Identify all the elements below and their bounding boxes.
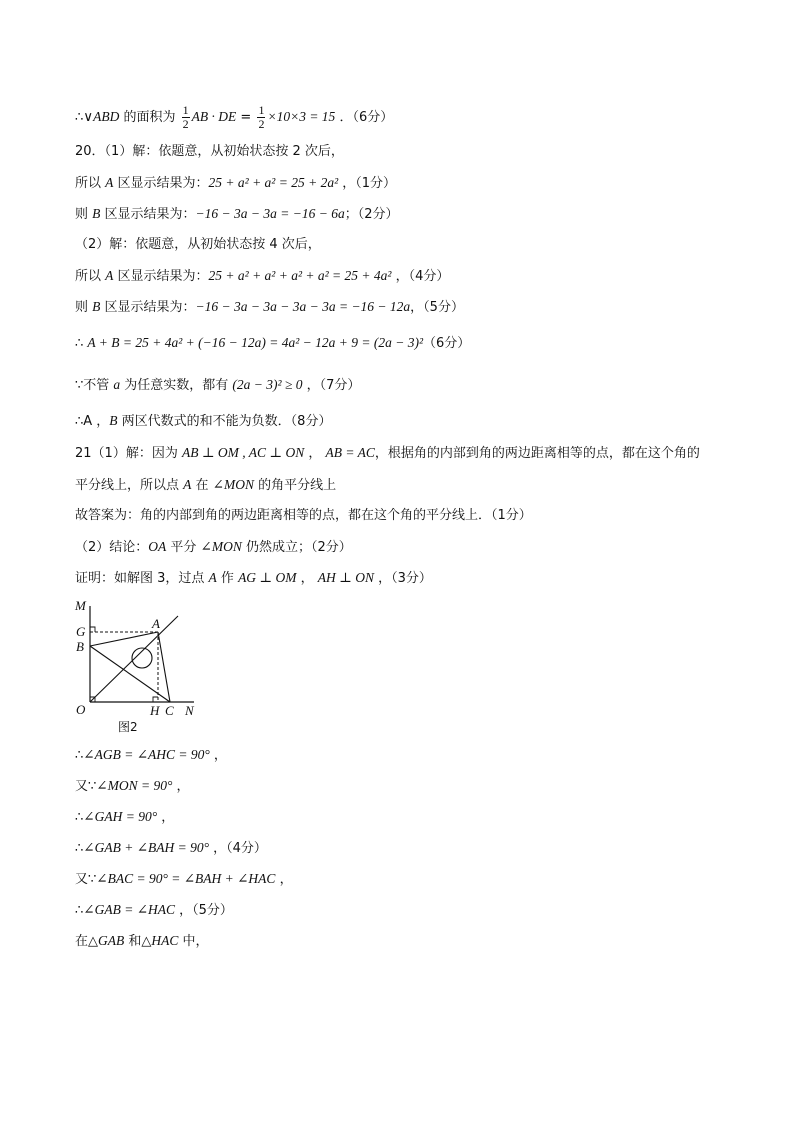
math-expression: B	[92, 299, 101, 314]
label-o: O	[76, 702, 86, 717]
text-run: ，（5分）	[175, 903, 233, 918]
math-expression: B	[92, 206, 101, 221]
text-run: 证明：如解图 3，过点	[75, 571, 209, 586]
text-line-l14	[75, 538, 352, 557]
text-line-l18	[75, 808, 174, 827]
math-expression: ∠MON = 90°	[96, 778, 173, 793]
text-run: ，（5分）	[410, 300, 464, 315]
text-line-l3	[75, 174, 396, 193]
text-run: ，	[296, 571, 318, 586]
fraction	[257, 104, 265, 131]
segment-ac	[158, 632, 170, 702]
fraction-numerator: 1	[258, 103, 265, 117]
text-run: =	[236, 110, 256, 125]
text-run: ，（4分）	[391, 269, 450, 284]
text-line-l17	[75, 777, 190, 796]
math-expression: ∠GAB = ∠HAC	[83, 902, 176, 917]
text-run: 的面积为	[119, 110, 180, 125]
text-run: ∴	[75, 841, 84, 856]
math-expression: ∠MON	[212, 477, 254, 492]
text-run: ∴	[75, 810, 84, 825]
math-expression: (2a − 3)² ≥ 0	[232, 377, 303, 392]
text-run: ，（4分）	[209, 841, 267, 856]
math-expression: 25 + a² + a² = 25 + 2a²	[208, 175, 339, 190]
math-expression: ∠GAB + ∠BAH = 90°	[83, 840, 210, 855]
text-run: ，	[172, 779, 190, 794]
math-expression: ∠MON	[200, 539, 242, 554]
text-run: 区显示结果为：	[100, 300, 196, 315]
text-line-l7	[75, 298, 464, 317]
ray-oa	[90, 616, 178, 702]
label-h: H	[150, 703, 160, 718]
text-run: 为任意实数，都有	[120, 378, 233, 393]
text-run: 20．（1）解：依题意，从初始状态按 2 次后，	[75, 144, 344, 159]
text-run: 则	[75, 207, 93, 222]
math-expression: OA	[148, 539, 167, 554]
text-run: 在△	[75, 934, 98, 949]
fraction	[182, 104, 190, 131]
text-run: ∴	[75, 110, 84, 125]
text-line-l22	[75, 932, 209, 951]
text-line-l4	[75, 205, 398, 224]
text-line-l13	[75, 507, 532, 525]
text-run: 两区代数式的和不能为负数．（8分）	[117, 414, 332, 429]
text-run: 又∵	[75, 872, 97, 887]
text-run: 则	[75, 300, 93, 315]
math-expression: HAC	[151, 933, 179, 948]
math-expression: ∠BAC = 90° = ∠BAH + ∠HAC	[96, 871, 276, 886]
text-run: 区显示结果为：	[113, 269, 209, 284]
label-n: N	[185, 703, 194, 718]
math-expression: AG ⊥ OM	[238, 570, 297, 585]
math-expression: A	[105, 175, 114, 190]
fraction-denominator: 2	[258, 117, 265, 131]
math-expression: 25 + a² + a² + a² + a² = 25 + 4a²	[208, 268, 392, 283]
math-expression: AB = AC	[325, 445, 375, 460]
text-run: ∴	[75, 748, 84, 763]
text-run: ，（3分）	[373, 571, 432, 586]
fraction-denominator: 2	[182, 117, 189, 131]
text-run: 故答案为：角的内部到角的两边距离相等的点，都在这个角的平分线上．（1分）	[75, 508, 532, 523]
text-run: ，	[157, 810, 175, 825]
math-expression: ∠GAH = 90°	[83, 809, 158, 824]
text-run: ∵不管	[75, 378, 114, 393]
text-run: 的角平分线上	[253, 478, 337, 493]
text-line-l8	[75, 334, 470, 353]
text-run: ；（2分）	[344, 207, 399, 222]
figure-caption: 图2	[118, 720, 138, 734]
text-line-l11	[75, 444, 700, 463]
math-expression: ∠AGB = ∠AHC = 90°	[83, 747, 210, 762]
text-run: 平分	[166, 540, 201, 555]
text-run: ．（6分）	[335, 110, 394, 125]
text-run: 区显示结果为：	[100, 207, 196, 222]
text-line-l2	[75, 143, 344, 161]
text-run: （2）解：依题意，从初始状态按 4 次后，	[75, 237, 321, 252]
text-line-l21	[75, 901, 233, 920]
math-expression: ∨ABD	[83, 109, 120, 124]
math-expression: AH ⊥ ON	[317, 570, 374, 585]
math-expression: GAB	[98, 933, 125, 948]
text-line-l15	[75, 569, 432, 588]
text-run: ，（1分）	[338, 176, 397, 191]
text-run: 在	[191, 478, 213, 493]
text-run: 和△	[124, 934, 152, 949]
text-run: （6分）	[423, 336, 471, 351]
geometry-figure	[72, 598, 212, 738]
label-g: G	[76, 624, 86, 639]
fraction-numerator: 1	[182, 103, 189, 117]
math-expression: A	[105, 268, 114, 283]
math-expression: a	[113, 377, 121, 392]
label-m: M	[75, 598, 86, 613]
text-line-l19	[75, 839, 267, 858]
text-run: 21（1）解：因为	[75, 446, 182, 461]
text-run: 又∵	[75, 779, 97, 794]
segment-ab	[90, 632, 158, 646]
text-line-l6	[75, 267, 449, 286]
text-run: 中，	[178, 934, 209, 949]
text-run: ，根据角的内部到角的两边距离相等的点，都在这个角的	[374, 446, 700, 461]
text-run: ，	[275, 872, 293, 887]
text-line-l20	[75, 870, 293, 889]
math-expression: AB ⊥ OM , AC ⊥ ON	[181, 445, 305, 460]
text-run: 仍然成立；（2分）	[241, 540, 352, 555]
text-run: ，	[304, 446, 326, 461]
text-line-l10	[75, 412, 331, 431]
math-expression: A	[208, 570, 217, 585]
text-run: （2）结论：	[75, 540, 149, 555]
text-run: 所以	[75, 176, 106, 191]
text-run: ∴	[75, 903, 84, 918]
text-line-l12	[75, 476, 336, 495]
text-line-l16	[75, 746, 227, 765]
math-expression: B	[109, 413, 118, 428]
math-expression: A + B = 25 + 4a² + (−16 − 12a) = 4a² − 12a + 9 = (2a − 3)²	[87, 335, 423, 350]
text-line-l5	[75, 236, 321, 254]
text-run: 所以	[75, 269, 106, 284]
right-angle-g	[90, 627, 95, 632]
math-expression: AB · DE	[191, 109, 237, 124]
text-line-l9	[75, 376, 360, 395]
text-run: ，	[209, 748, 227, 763]
math-expression: A	[183, 477, 192, 492]
text-run: ∴	[75, 336, 88, 351]
text-line-l1	[75, 104, 393, 131]
math-expression: −16 − 3a − 3a = −16 − 6a	[195, 206, 345, 221]
text-run: 作	[216, 571, 239, 586]
right-angle-h	[153, 697, 158, 702]
text-run: 平分线上，所以点	[75, 478, 184, 493]
math-expression: ×10×3 = 15	[267, 109, 336, 124]
text-run: ∴A ，	[75, 414, 110, 429]
text-run: ，（7分）	[302, 378, 361, 393]
label-c: C	[165, 703, 174, 718]
math-expression: −16 − 3a − 3a − 3a − 3a = −16 − 12a	[195, 299, 411, 314]
label-b: B	[76, 639, 84, 654]
text-run: 区显示结果为：	[113, 176, 209, 191]
label-a: A	[152, 616, 160, 631]
